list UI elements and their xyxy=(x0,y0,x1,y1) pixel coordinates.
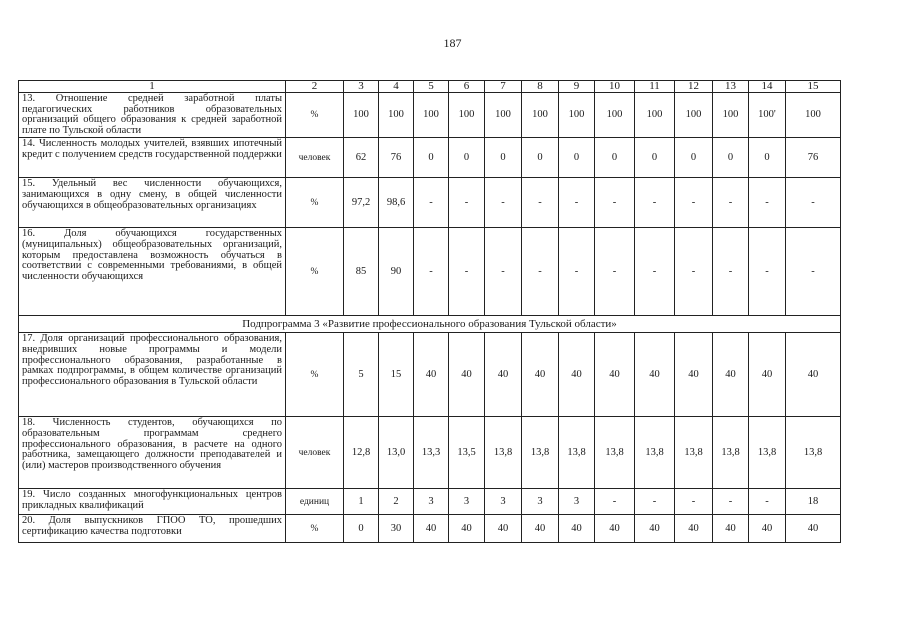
value-cell: 3 xyxy=(449,489,485,515)
value-cell: 3 xyxy=(414,489,449,515)
value-cell: 100 xyxy=(713,93,749,138)
value-cell: 100' xyxy=(749,93,786,138)
value-cell: 98,6 xyxy=(379,178,414,228)
value-cell: 30 xyxy=(379,515,414,543)
value-cell: 13,8 xyxy=(522,417,559,489)
table-row xyxy=(19,515,841,543)
value-cell: - xyxy=(713,228,749,316)
indicator-name: 15. Удельный вес численности обучающихся, занимающихся в одну смену, в общей численности обучающихся в общеобразовательных организациях xyxy=(19,178,286,228)
value-cell: 100 xyxy=(786,93,841,138)
value-cell: - xyxy=(449,178,485,228)
header-cell: 3 xyxy=(344,81,379,93)
value-cell: 40 xyxy=(595,515,635,543)
subprogram-row xyxy=(19,316,841,333)
value-cell: 13,3 xyxy=(414,417,449,489)
value-cell: - xyxy=(675,178,713,228)
value-cell: 0 xyxy=(675,138,713,178)
table-row xyxy=(19,178,841,228)
indicator-name: 17. Доля организаций профессионального образования, внедривших новые программы и модели профессионального образования, разработанные в рамках подпрограммы, в общем количестве организаций профессионального образования в Тульской области xyxy=(19,333,286,417)
table-row xyxy=(19,228,841,316)
unit-cell: единиц xyxy=(286,489,344,515)
value-cell: 40 xyxy=(713,333,749,417)
header-cell: 9 xyxy=(559,81,595,93)
value-cell: - xyxy=(595,228,635,316)
table-row xyxy=(19,93,841,138)
value-cell: - xyxy=(414,178,449,228)
value-cell: 0 xyxy=(449,138,485,178)
value-cell: 13,8 xyxy=(635,417,675,489)
value-cell: 100 xyxy=(559,93,595,138)
header-cell: 5 xyxy=(414,81,449,93)
value-cell: - xyxy=(559,228,595,316)
header-cell: 8 xyxy=(522,81,559,93)
value-cell: - xyxy=(522,228,559,316)
value-cell: 62 xyxy=(344,138,379,178)
value-cell: - xyxy=(635,178,675,228)
value-cell: 0 xyxy=(559,138,595,178)
value-cell: - xyxy=(595,178,635,228)
value-cell: 100 xyxy=(414,93,449,138)
value-cell: 13,5 xyxy=(449,417,485,489)
value-cell: - xyxy=(749,228,786,316)
value-cell: 3 xyxy=(522,489,559,515)
header-cell: 11 xyxy=(635,81,675,93)
value-cell: 40 xyxy=(786,333,841,417)
header-cell: 7 xyxy=(485,81,522,93)
value-cell: - xyxy=(675,489,713,515)
value-cell: 76 xyxy=(379,138,414,178)
indicator-name: 13. Отношение средней заработной платы педагогических работников образовательных организаций общего образования к средней заработной плате по Тульской области xyxy=(19,93,286,138)
value-cell: 13,8 xyxy=(595,417,635,489)
table-row xyxy=(19,138,841,178)
indicator-name: 14. Численность молодых учителей, взявших ипотечный кредит с получением средств государственной поддержки xyxy=(19,138,286,178)
value-cell: 1 xyxy=(344,489,379,515)
value-cell: 90 xyxy=(379,228,414,316)
value-cell: 100 xyxy=(635,93,675,138)
header-cell: 13 xyxy=(713,81,749,93)
value-cell: - xyxy=(414,228,449,316)
unit-cell: % xyxy=(286,333,344,417)
value-cell: 13,8 xyxy=(485,417,522,489)
value-cell: 0 xyxy=(344,515,379,543)
value-cell: 18 xyxy=(786,489,841,515)
indicators-table xyxy=(18,80,841,543)
value-cell: 40 xyxy=(559,333,595,417)
value-cell: - xyxy=(595,489,635,515)
value-cell: 0 xyxy=(635,138,675,178)
value-cell: - xyxy=(559,178,595,228)
value-cell: 40 xyxy=(449,515,485,543)
value-cell: 13,8 xyxy=(786,417,841,489)
value-cell: 40 xyxy=(485,515,522,543)
value-cell: 40 xyxy=(635,333,675,417)
value-cell: - xyxy=(713,178,749,228)
value-cell: 100 xyxy=(485,93,522,138)
value-cell: - xyxy=(749,178,786,228)
value-cell: 13,8 xyxy=(675,417,713,489)
value-cell: 40 xyxy=(635,515,675,543)
value-cell: 40 xyxy=(713,515,749,543)
value-cell: 40 xyxy=(675,333,713,417)
value-cell: 40 xyxy=(414,515,449,543)
value-cell: 100 xyxy=(595,93,635,138)
subprogram-title: Подпрограмма 3 «Развитие профессионального образования Тульской области» xyxy=(19,316,841,333)
unit-cell: % xyxy=(286,228,344,316)
value-cell: 40 xyxy=(749,515,786,543)
indicator-name: 18. Численность студентов, обучающихся по образовательным программам среднего профессионального образования, в расчете на одного работника, замещающего должности преподавателей и (или) мастеров производственного обучения xyxy=(19,417,286,489)
header-row xyxy=(19,81,841,93)
unit-cell: человек xyxy=(286,417,344,489)
header-cell: 2 xyxy=(286,81,344,93)
value-cell: 0 xyxy=(414,138,449,178)
value-cell: 3 xyxy=(485,489,522,515)
value-cell: 100 xyxy=(675,93,713,138)
header-cell: 14 xyxy=(749,81,786,93)
value-cell: 40 xyxy=(675,515,713,543)
value-cell: 76 xyxy=(786,138,841,178)
value-cell: 12,8 xyxy=(344,417,379,489)
value-cell: 0 xyxy=(749,138,786,178)
value-cell: 40 xyxy=(786,515,841,543)
indicator-name: 19. Число созданных многофункциональных центров прикладных квалификаций xyxy=(19,489,286,515)
unit-cell: человек xyxy=(286,138,344,178)
value-cell: - xyxy=(635,489,675,515)
value-cell: - xyxy=(675,228,713,316)
value-cell: 40 xyxy=(559,515,595,543)
value-cell: 13,8 xyxy=(559,417,595,489)
value-cell: 40 xyxy=(595,333,635,417)
value-cell: 40 xyxy=(522,333,559,417)
value-cell: 100 xyxy=(344,93,379,138)
value-cell: 0 xyxy=(522,138,559,178)
unit-cell: % xyxy=(286,178,344,228)
value-cell: - xyxy=(635,228,675,316)
table-row xyxy=(19,489,841,515)
header-cell: 10 xyxy=(595,81,635,93)
value-cell: 2 xyxy=(379,489,414,515)
value-cell: 13,8 xyxy=(713,417,749,489)
value-cell: 40 xyxy=(485,333,522,417)
value-cell: 5 xyxy=(344,333,379,417)
page-number: 187 xyxy=(443,36,462,50)
value-cell: - xyxy=(749,489,786,515)
value-cell: - xyxy=(522,178,559,228)
indicator-name: 16. Доля обучающихся государственных (муниципальных) общеобразовательных организаций, которым предоставлена возможность обучаться в соответствии с современными требованиями, в общей численности обучающихся xyxy=(19,228,286,316)
value-cell: 85 xyxy=(344,228,379,316)
value-cell: 3 xyxy=(559,489,595,515)
value-cell: 40 xyxy=(522,515,559,543)
table-row xyxy=(19,333,841,417)
value-cell: 13,0 xyxy=(379,417,414,489)
value-cell: - xyxy=(449,228,485,316)
value-cell: 100 xyxy=(522,93,559,138)
value-cell: 40 xyxy=(449,333,485,417)
table-row xyxy=(19,417,841,489)
value-cell: 40 xyxy=(414,333,449,417)
value-cell: 0 xyxy=(713,138,749,178)
indicator-name: 20. Доля выпускников ГПОО ТО, прошедших сертификацию качества подготовки xyxy=(19,515,286,543)
value-cell: - xyxy=(713,489,749,515)
value-cell: - xyxy=(786,178,841,228)
header-cell: 1 xyxy=(19,81,286,93)
value-cell: 40 xyxy=(749,333,786,417)
header-cell: 4 xyxy=(379,81,414,93)
header-cell: 15 xyxy=(786,81,841,93)
value-cell: - xyxy=(485,178,522,228)
value-cell: - xyxy=(786,228,841,316)
value-cell: 100 xyxy=(379,93,414,138)
unit-cell: % xyxy=(286,93,344,138)
value-cell: - xyxy=(485,228,522,316)
value-cell: 0 xyxy=(485,138,522,178)
value-cell: 100 xyxy=(449,93,485,138)
header-cell: 6 xyxy=(449,81,485,93)
unit-cell: % xyxy=(286,515,344,543)
value-cell: 97,2 xyxy=(344,178,379,228)
value-cell: 13,8 xyxy=(749,417,786,489)
value-cell: 15 xyxy=(379,333,414,417)
value-cell: 0 xyxy=(595,138,635,178)
header-cell: 12 xyxy=(675,81,713,93)
